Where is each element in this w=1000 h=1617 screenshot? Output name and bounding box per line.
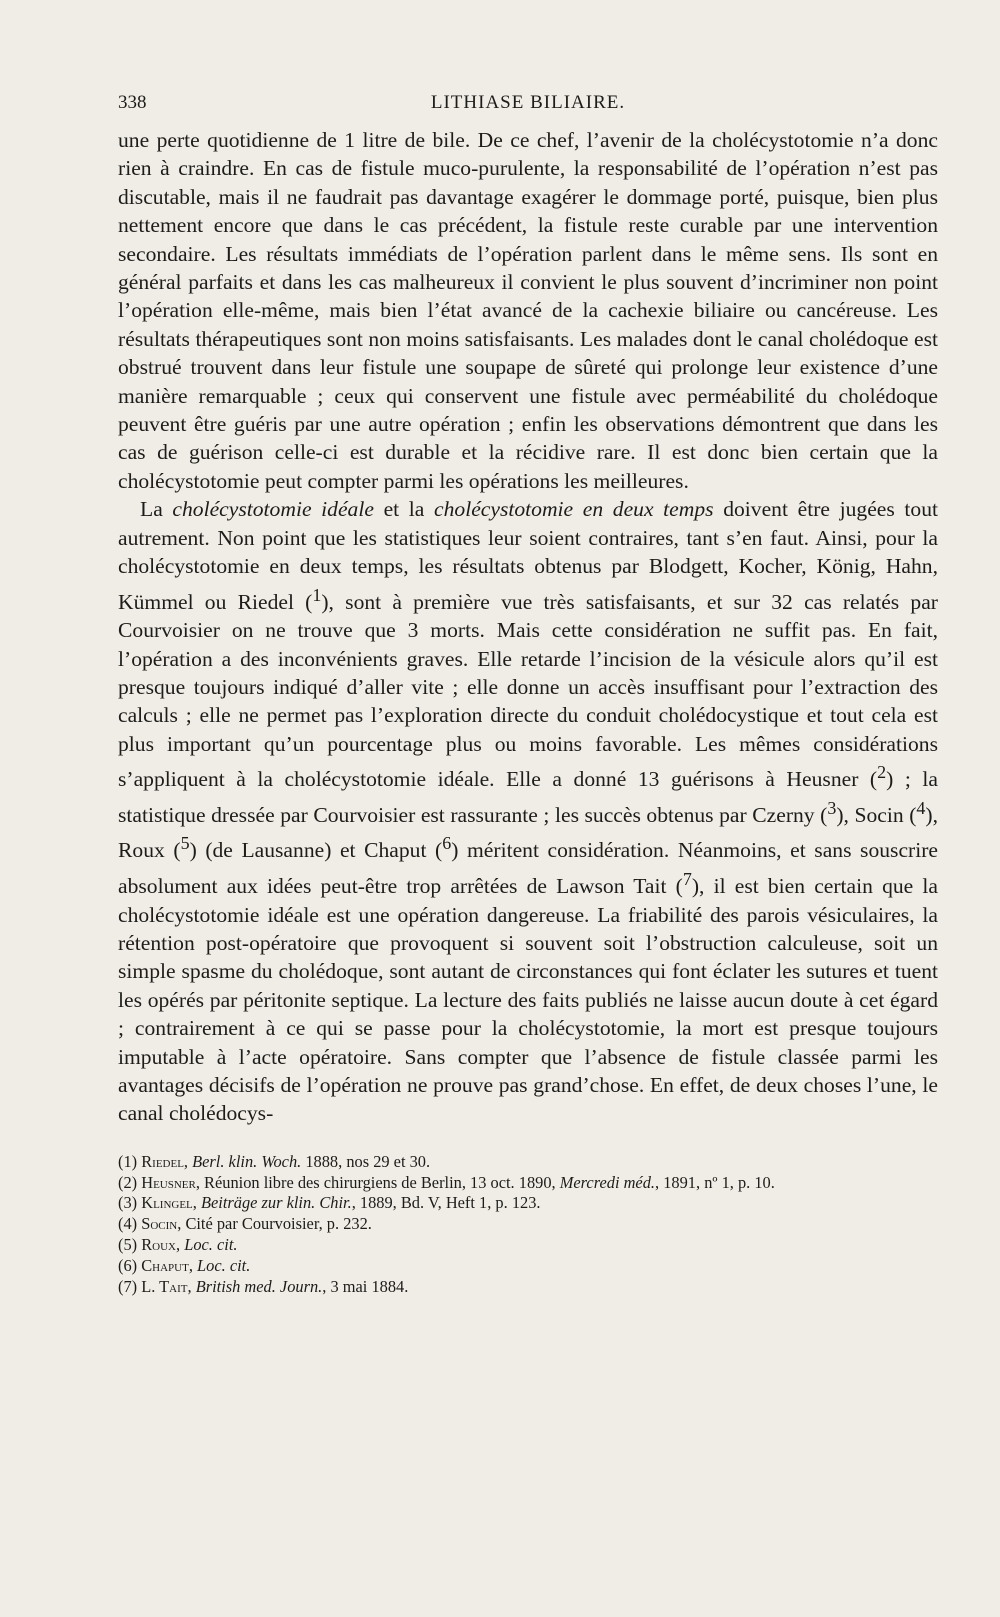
footnote-number: (2) — [118, 1172, 138, 1192]
page-header — [118, 92, 938, 126]
footnote-ref-4: 4 — [916, 797, 926, 818]
footnote-author: Riedel, — [141, 1151, 189, 1171]
footnote-number: (4) — [118, 1214, 138, 1234]
footnote-work: Loc. cit. — [197, 1255, 251, 1275]
footnote-author: Klingel, — [141, 1193, 197, 1213]
footnote — [118, 1256, 938, 1277]
body-text — [118, 126, 938, 1128]
footnote-text: , 3 mai 1884. — [322, 1276, 409, 1296]
footnote-ref-2: 2 — [877, 762, 887, 783]
footnote — [118, 1214, 938, 1235]
footnote-author: Roux, — [141, 1234, 181, 1254]
footnote — [118, 1193, 938, 1214]
footnote-work: Beiträge zur klin. Chir. — [201, 1193, 352, 1213]
footnote — [118, 1277, 938, 1298]
footnote-ref-3: 3 — [827, 797, 837, 818]
footnote-ref-6: 6 — [442, 833, 452, 854]
footnote — [118, 1173, 938, 1194]
footnote-text: 1888, nos 29 et 30. — [301, 1151, 431, 1171]
text-span: ) (de Lausanne) et Chaput ( — [189, 838, 443, 863]
text-span: La — [140, 497, 173, 522]
footnote-text: Cité par Courvoisier, p. 232. — [181, 1214, 372, 1234]
footnote-number: (6) — [118, 1255, 138, 1275]
emphasis-ideale: cholécystotomie idéale — [172, 497, 374, 522]
footnote-number: (7) — [118, 1276, 138, 1296]
text-span: ), Socin ( — [836, 802, 917, 827]
text-span: et la — [373, 497, 435, 522]
footnote-author: L. Tait, — [141, 1276, 192, 1296]
footnote-text: Réunion libre des chirurgiens de Berlin, 13 oct. 1890, — [199, 1172, 560, 1192]
running-title: LITHIASE BILIAIRE. — [430, 92, 626, 113]
page-number: 338 — [118, 92, 147, 113]
footnote-author: Chaput, — [141, 1255, 193, 1275]
footnote — [118, 1152, 938, 1173]
footnote-author: Heusner, — [141, 1172, 200, 1192]
footnote-ref-7: 7 — [682, 868, 692, 889]
footnote-number: (3) — [118, 1193, 138, 1213]
footnote-ref-1: 1 — [312, 584, 322, 605]
paragraph-1: une perte quotidienne de 1 litre de bile. De ce chef, l’avenir de la cholécystotomie n’a donc rien à craindre. En cas de fistule muco-purulente, la responsabilité de l’opération n’est pas discutable, mais il ne faudrait pas davantage exagérer le dommage porté, puisque, bien plus nettement encore que dans le cas précédent, la fistule reste curable par une intervention secondaire. Les résultats immédiats de l’opération parlent dans le même sens. Ils sont en général parfaits et dans les cas malheureux il convient le plus souvent d’incriminer non point l’opération elle-même, mais bien l’état avancé de la cachexie biliaire ou cancéreuse. Les résultats thérapeutiques sont non moins satisfaisants. Les malades dont le canal cholédoque est obstrué trouvent dans leur fistule une soupape de sûreté qui prolonge leur existence d’une manière remarquable ; ceux qui conservent une fistule avec perméabilité du cholédoque peuvent être guéris par une autre opération ; enfin les observations démontrent que dans les cas de guérison celle-ci est durable et la récidive rare. Il est donc bien certain que la cholécystotomie peut compter parmi les opérations les meilleures. — [118, 128, 938, 493]
footnote-work: Mercredi méd. — [559, 1172, 656, 1192]
footnote-work: Berl. klin. Woch. — [192, 1151, 302, 1171]
footnote-text: , 1889, Bd. V, Heft 1, p. 123. — [351, 1193, 541, 1213]
footnote-number: (1) — [118, 1151, 138, 1171]
footnote — [118, 1235, 938, 1256]
text-span: ), il est bien certain que la cholécystotomie idéale est une opération dangereuse. La friabilité des parois vésiculaires, la rétention post-opératoire que provoquent si souvent soit l’obstruction calculeuse, soit un simple spasme du cholédoque, sont autant de circonstances qui font éclater les sutures et tuent les opérés par péritonite septique. La lecture des faits publiés ne laisse aucun doute à cet égard ; contrairement à ce qui se passe pour la cholécystotomie, la mort est presque toujours imputable à l’acte opératoire. Sans compter que l’absence de fistule classée parmi les avantages décisifs de l’opération ne prouve pas grand’chose. En effet, de deux choses l’une, le canal cholédocys- — [118, 874, 938, 1126]
text-span: ), Roux ( — [118, 802, 938, 863]
text-span: doivent être jugées tout autrement. Non point que les statistiques leur soient contraires, tant s’en faut. Ainsi, pour la cholécystotomie en deux temps, les résultats obtenus par Blodgett, Kocher, König, Hahn, Kümmel ou Riedel ( — [118, 497, 938, 614]
text-span: ) ; la statistique dressée par Courvoisier est rassurante ; les succès obtenus par Czerny ( — [118, 767, 938, 827]
text-span: ) méritent considération. Néanmoins, et sans souscrire absolument aux idées peut-être trop arrêtées de Lawson Tait ( — [118, 838, 938, 899]
emphasis-deux-temps: cholécystotomie en deux temps — [434, 497, 714, 522]
paragraph-2 — [118, 495, 938, 1127]
footnote-work: Loc. cit. — [184, 1234, 238, 1254]
footnote-ref-5: 5 — [180, 833, 190, 854]
footnote-author: Socin, — [141, 1214, 182, 1234]
footnote-text: , 1891, nº 1, p. 10. — [655, 1172, 775, 1192]
footnote-work: British med. Journ. — [195, 1276, 323, 1296]
text-span: ), sont à première vue très satisfaisants, et sur 32 cas relatés par Courvoisier on ne trouve que 3 morts. Mais cette considération ne suffit pas. En fait, l’opération a des inconvénients graves. Elle retarde l’incision de la vésicule alors qu’il est presque toujours indiqué d’aller vite ; elle donne un accès insuffisant pour l’extraction des calculs ; elle ne permet pas l’exploration directe du conduit cholédocystique et tout cela est plus important qu’un pourcentage plus ou moins favorable. Les mêmes considérations s’appliquent à la cholécystotomie idéale. Elle a donné 13 guérisons à Heusner ( — [118, 589, 938, 792]
footnotes — [118, 1152, 938, 1298]
footnote-number: (5) — [118, 1234, 138, 1254]
